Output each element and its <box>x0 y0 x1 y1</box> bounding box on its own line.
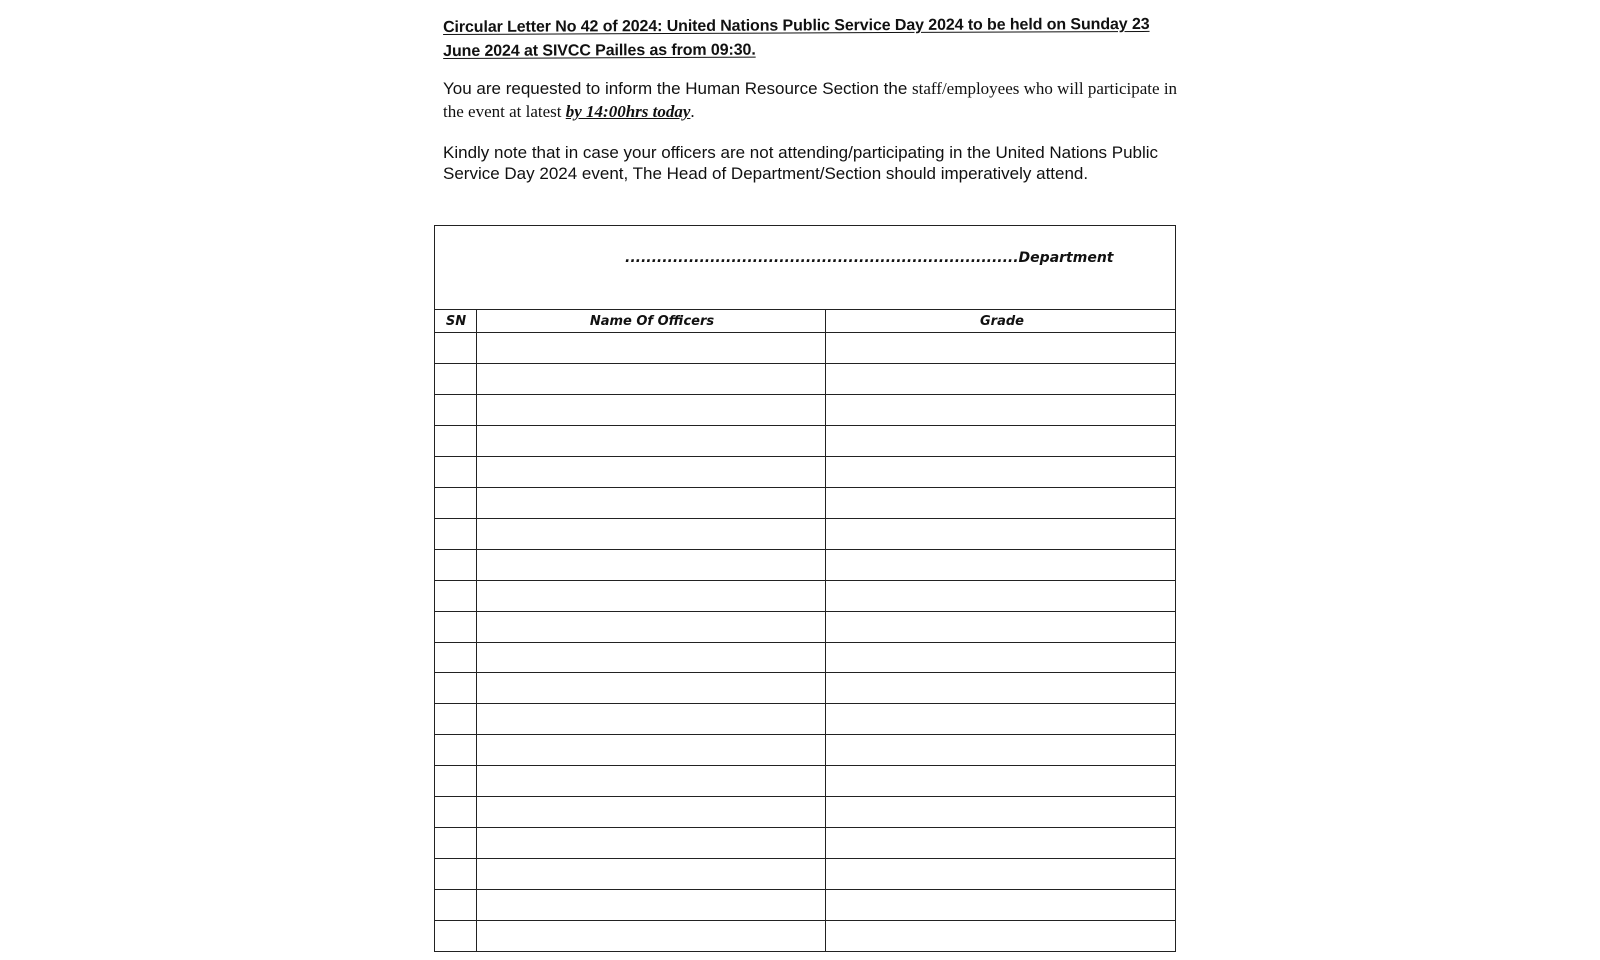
table-row <box>435 456 1175 457</box>
attendance-note-paragraph: Kindly note that in case your officers are not attending/participating in the United Nations Public Service Day 2024 event, The Head of Department/Section should imperatively attend. <box>443 143 1159 183</box>
table-row <box>435 487 1175 488</box>
request-text-end: . <box>690 102 695 121</box>
table-row <box>435 734 1175 735</box>
table-row <box>435 827 1175 828</box>
participants-form-table <box>434 225 1176 952</box>
table-row <box>435 363 1175 364</box>
request-text-serif: staff/employees who will participate in the event at latest <box>443 79 1178 121</box>
request-paragraph <box>443 77 1183 123</box>
table-row <box>435 703 1175 704</box>
table-row <box>435 518 1175 519</box>
column-header-grade: Grade <box>980 314 1024 329</box>
table-rows <box>435 332 1175 951</box>
table-row <box>435 765 1175 766</box>
table-row <box>435 642 1175 643</box>
column-header-name: Name Of Officers <box>589 314 715 329</box>
table-row <box>435 394 1175 395</box>
table-row <box>435 920 1175 921</box>
table-row <box>435 549 1175 550</box>
table-row <box>435 672 1175 673</box>
table-row <box>435 858 1175 859</box>
table-row <box>435 332 1175 333</box>
department-header <box>435 226 1175 310</box>
table-row <box>435 796 1175 797</box>
column-header-sn: SN <box>445 314 467 329</box>
table-row <box>435 611 1175 612</box>
table-row <box>435 425 1175 426</box>
table-row <box>435 580 1175 581</box>
table-row <box>435 889 1175 890</box>
deadline-text: by 14:00hrs today <box>565 102 691 121</box>
circular-title: Circular Letter No 42 of 2024: United Nations Public Service Day 2024 to be held on Sunday 23 June 2024 at SIVCC Pailles as from 09:30. <box>443 15 1150 60</box>
request-text-start: You are requested to inform the Human Resource Section the <box>443 79 913 98</box>
department-label: ..........................................................................Department <box>625 250 1114 266</box>
